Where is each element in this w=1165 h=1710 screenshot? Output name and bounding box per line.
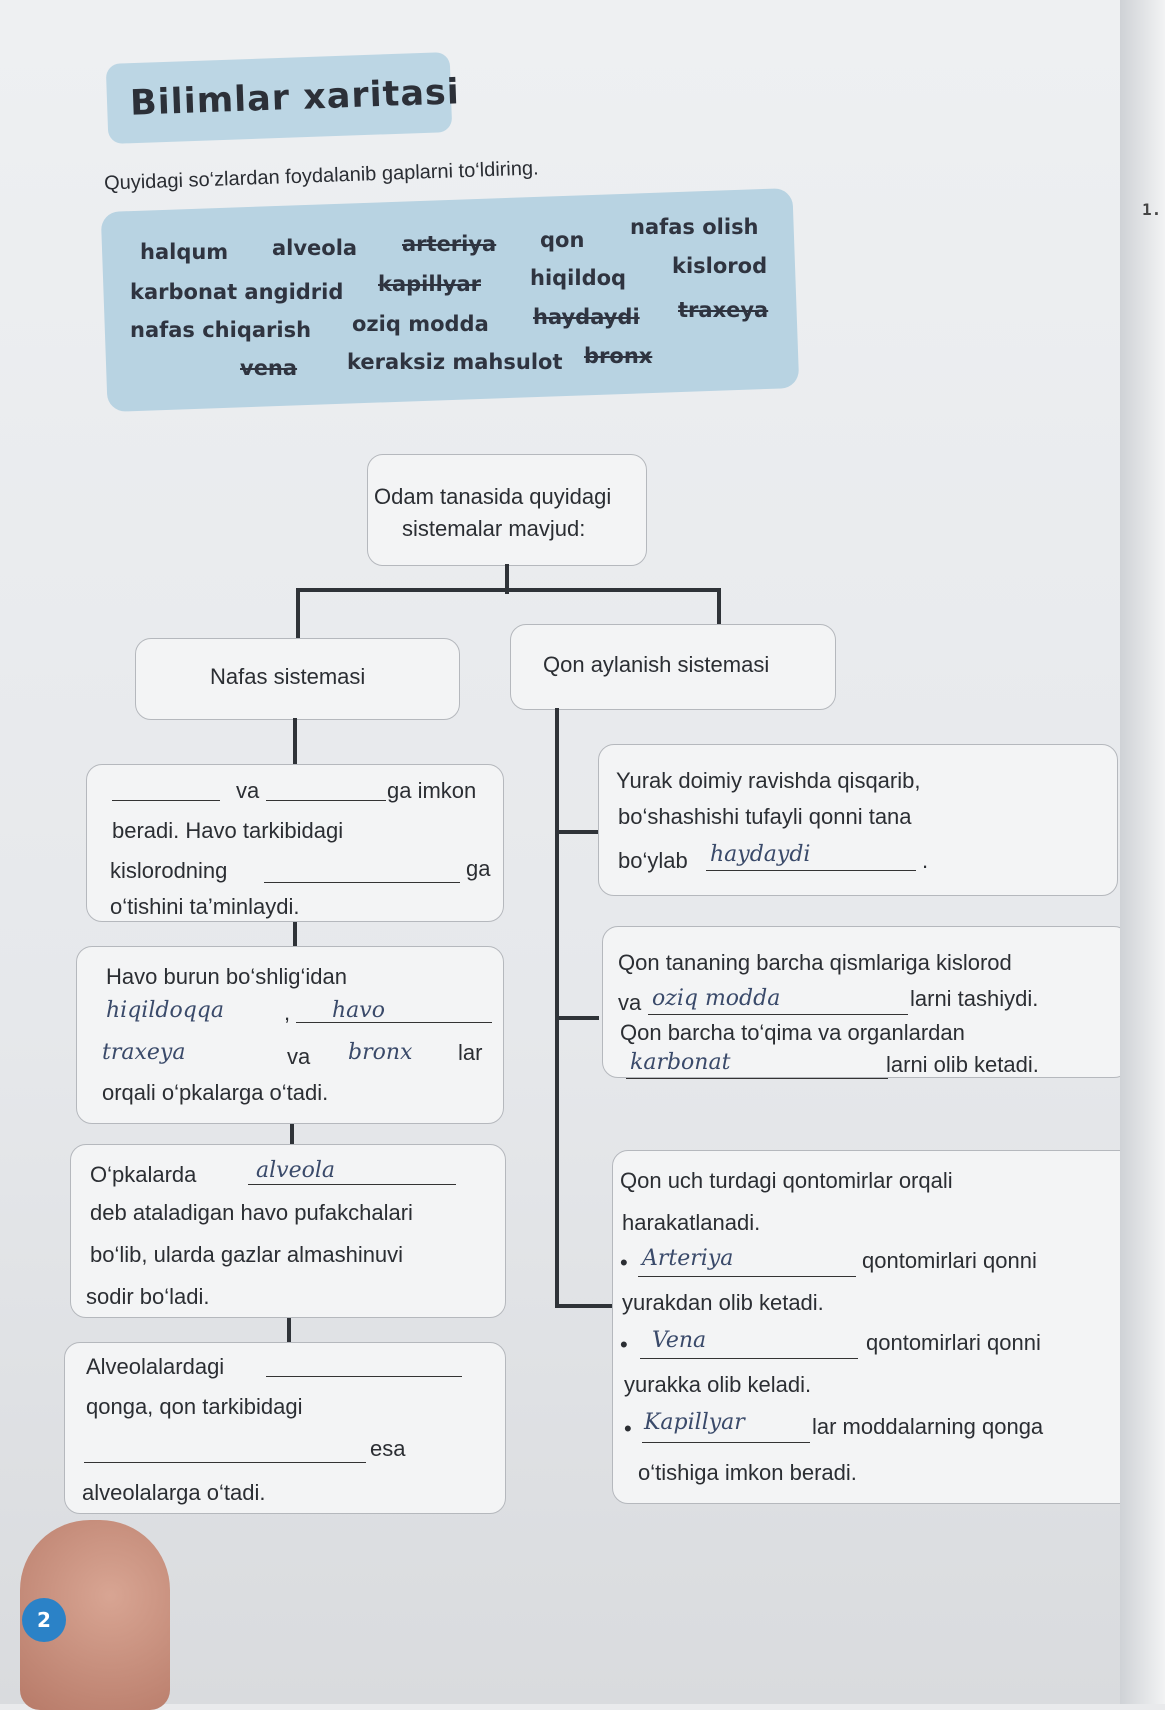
handwritten-answer: hiqildoqqa xyxy=(106,998,224,1023)
connector xyxy=(559,1304,619,1308)
root-line2: sistemalar mavjud: xyxy=(402,516,586,541)
handwritten-answer: oziq modda xyxy=(652,986,781,1011)
text: O‘pkalarda xyxy=(90,1162,197,1187)
text: va xyxy=(618,990,642,1015)
bullet: • xyxy=(624,1416,632,1441)
text: beradi. Havo tarkibidagi xyxy=(112,818,344,843)
text: Qon tananing barcha qismlariga kislorod xyxy=(618,950,1012,975)
system-right-label: Qon aylanish sistemasi xyxy=(543,652,770,677)
blank-line xyxy=(266,1376,462,1377)
text: yurakdan olib ketadi. xyxy=(622,1290,824,1315)
blank-line xyxy=(248,1184,456,1185)
root-line1: Odam tanasida quyidagi xyxy=(374,484,612,509)
blank-line xyxy=(706,870,916,871)
word-item: karbonat angidrid xyxy=(130,280,344,304)
word-item: vena xyxy=(240,356,298,380)
page-title: Bilimlar xaritasi xyxy=(129,72,461,124)
text: deb ataladigan havo pufakchalari xyxy=(90,1200,413,1225)
blank-line xyxy=(642,1442,810,1443)
word-item: qon xyxy=(540,228,585,252)
connector xyxy=(296,588,721,592)
word-item: arteriya xyxy=(402,232,497,256)
connector xyxy=(296,588,300,640)
handwritten-answer: Arteriya xyxy=(642,1246,734,1271)
blank-line xyxy=(264,882,460,883)
blank-line xyxy=(638,1276,856,1277)
handwritten-answer: haydaydi xyxy=(710,842,811,867)
handwritten-answer: Vena xyxy=(652,1328,707,1353)
handwritten-answer: alveola xyxy=(256,1158,335,1183)
word-item: bronx xyxy=(584,344,653,368)
text: harakatlanadi. xyxy=(622,1210,761,1235)
bullet: • xyxy=(620,1250,628,1275)
text: bo‘shashishi tufayli qonni tana xyxy=(618,804,912,829)
connector xyxy=(290,1122,294,1144)
handwritten-answer: karbonat xyxy=(630,1050,731,1075)
text: larni olib ketadi. xyxy=(886,1052,1039,1077)
word-item: kapillyar xyxy=(378,272,481,296)
bullet: • xyxy=(620,1332,628,1357)
text: ga xyxy=(466,856,491,881)
word-item: haydaydi xyxy=(533,305,640,329)
text: kislorodning xyxy=(110,858,228,883)
text: Havo burun bo‘shlig‘idan xyxy=(106,964,347,989)
word-item: kislorod xyxy=(672,254,768,278)
text: o‘tishiga imkon beradi. xyxy=(638,1460,857,1485)
connector xyxy=(555,708,559,1308)
system-left-label: Nafas sistemasi xyxy=(210,664,366,689)
root-node xyxy=(367,454,647,566)
text: alveolalarga o‘tadi. xyxy=(82,1480,266,1505)
text: Qon barcha to‘qima va organlardan xyxy=(620,1020,965,1045)
connector xyxy=(717,588,721,628)
text: , xyxy=(284,1000,291,1025)
text: va xyxy=(287,1044,311,1069)
handwritten-answer: Kapillyar xyxy=(644,1410,745,1435)
word-item: halqum xyxy=(140,240,229,264)
exercise-number: 1. xyxy=(1142,200,1162,219)
handwritten-answer: havo xyxy=(332,998,385,1023)
text: o‘tishini ta’minlaydi. xyxy=(110,894,300,919)
word-item: alveola xyxy=(272,236,358,260)
text: lar moddalarning qonga xyxy=(812,1414,1044,1439)
word-item: keraksiz mahsulot xyxy=(347,350,563,374)
text: bo‘lib, ularda gazlar almashinuvi xyxy=(90,1242,404,1267)
text: larni tashiydi. xyxy=(910,986,1039,1011)
blank-line xyxy=(626,1078,888,1079)
blank-line xyxy=(266,800,386,801)
text: ga imkon xyxy=(387,778,477,803)
blank-line xyxy=(640,1358,858,1359)
text: . xyxy=(922,848,929,873)
text: Qon uch turdagi qontomirlar orqali xyxy=(620,1168,953,1193)
text: va xyxy=(236,778,260,803)
text: orqali o‘pkalarga o‘tadi. xyxy=(102,1080,329,1105)
blank-line xyxy=(296,1022,492,1023)
blank-line xyxy=(84,1462,366,1463)
text: qontomirlari qonni xyxy=(862,1248,1037,1273)
word-item: hiqildoq xyxy=(530,266,627,290)
text: qontomirlari qonni xyxy=(866,1330,1041,1355)
text: esa xyxy=(370,1436,406,1461)
text: Alveolalardagi xyxy=(86,1354,225,1379)
text: bo‘ylab xyxy=(618,848,688,873)
text: sodir bo‘ladi. xyxy=(86,1284,210,1309)
handwritten-answer: bronx xyxy=(348,1040,413,1065)
word-item: traxeya xyxy=(678,298,769,322)
instruction: Quyidagi so‘zlardan foydalanib gaplarni to‘ldiring. xyxy=(103,157,539,195)
text: lar xyxy=(458,1040,483,1065)
word-item: nafas olish xyxy=(630,215,759,239)
handwritten-answer: traxeya xyxy=(102,1040,186,1065)
connector xyxy=(559,830,599,834)
text: Yurak doimiy ravishda qisqarib, xyxy=(616,768,921,793)
blank-line xyxy=(112,800,220,801)
page-number: 2 xyxy=(22,1598,66,1642)
connector xyxy=(293,718,297,768)
next-page-edge xyxy=(1120,0,1165,1704)
connector xyxy=(559,1016,599,1020)
text: qonga, qon tarkibidagi xyxy=(86,1394,303,1419)
word-item: nafas chiqarish xyxy=(130,318,312,342)
blank-line xyxy=(648,1014,908,1015)
text: yurakka olib keladi. xyxy=(624,1372,812,1397)
right-box-3 xyxy=(612,1150,1150,1504)
word-item: oziq modda xyxy=(352,312,489,336)
